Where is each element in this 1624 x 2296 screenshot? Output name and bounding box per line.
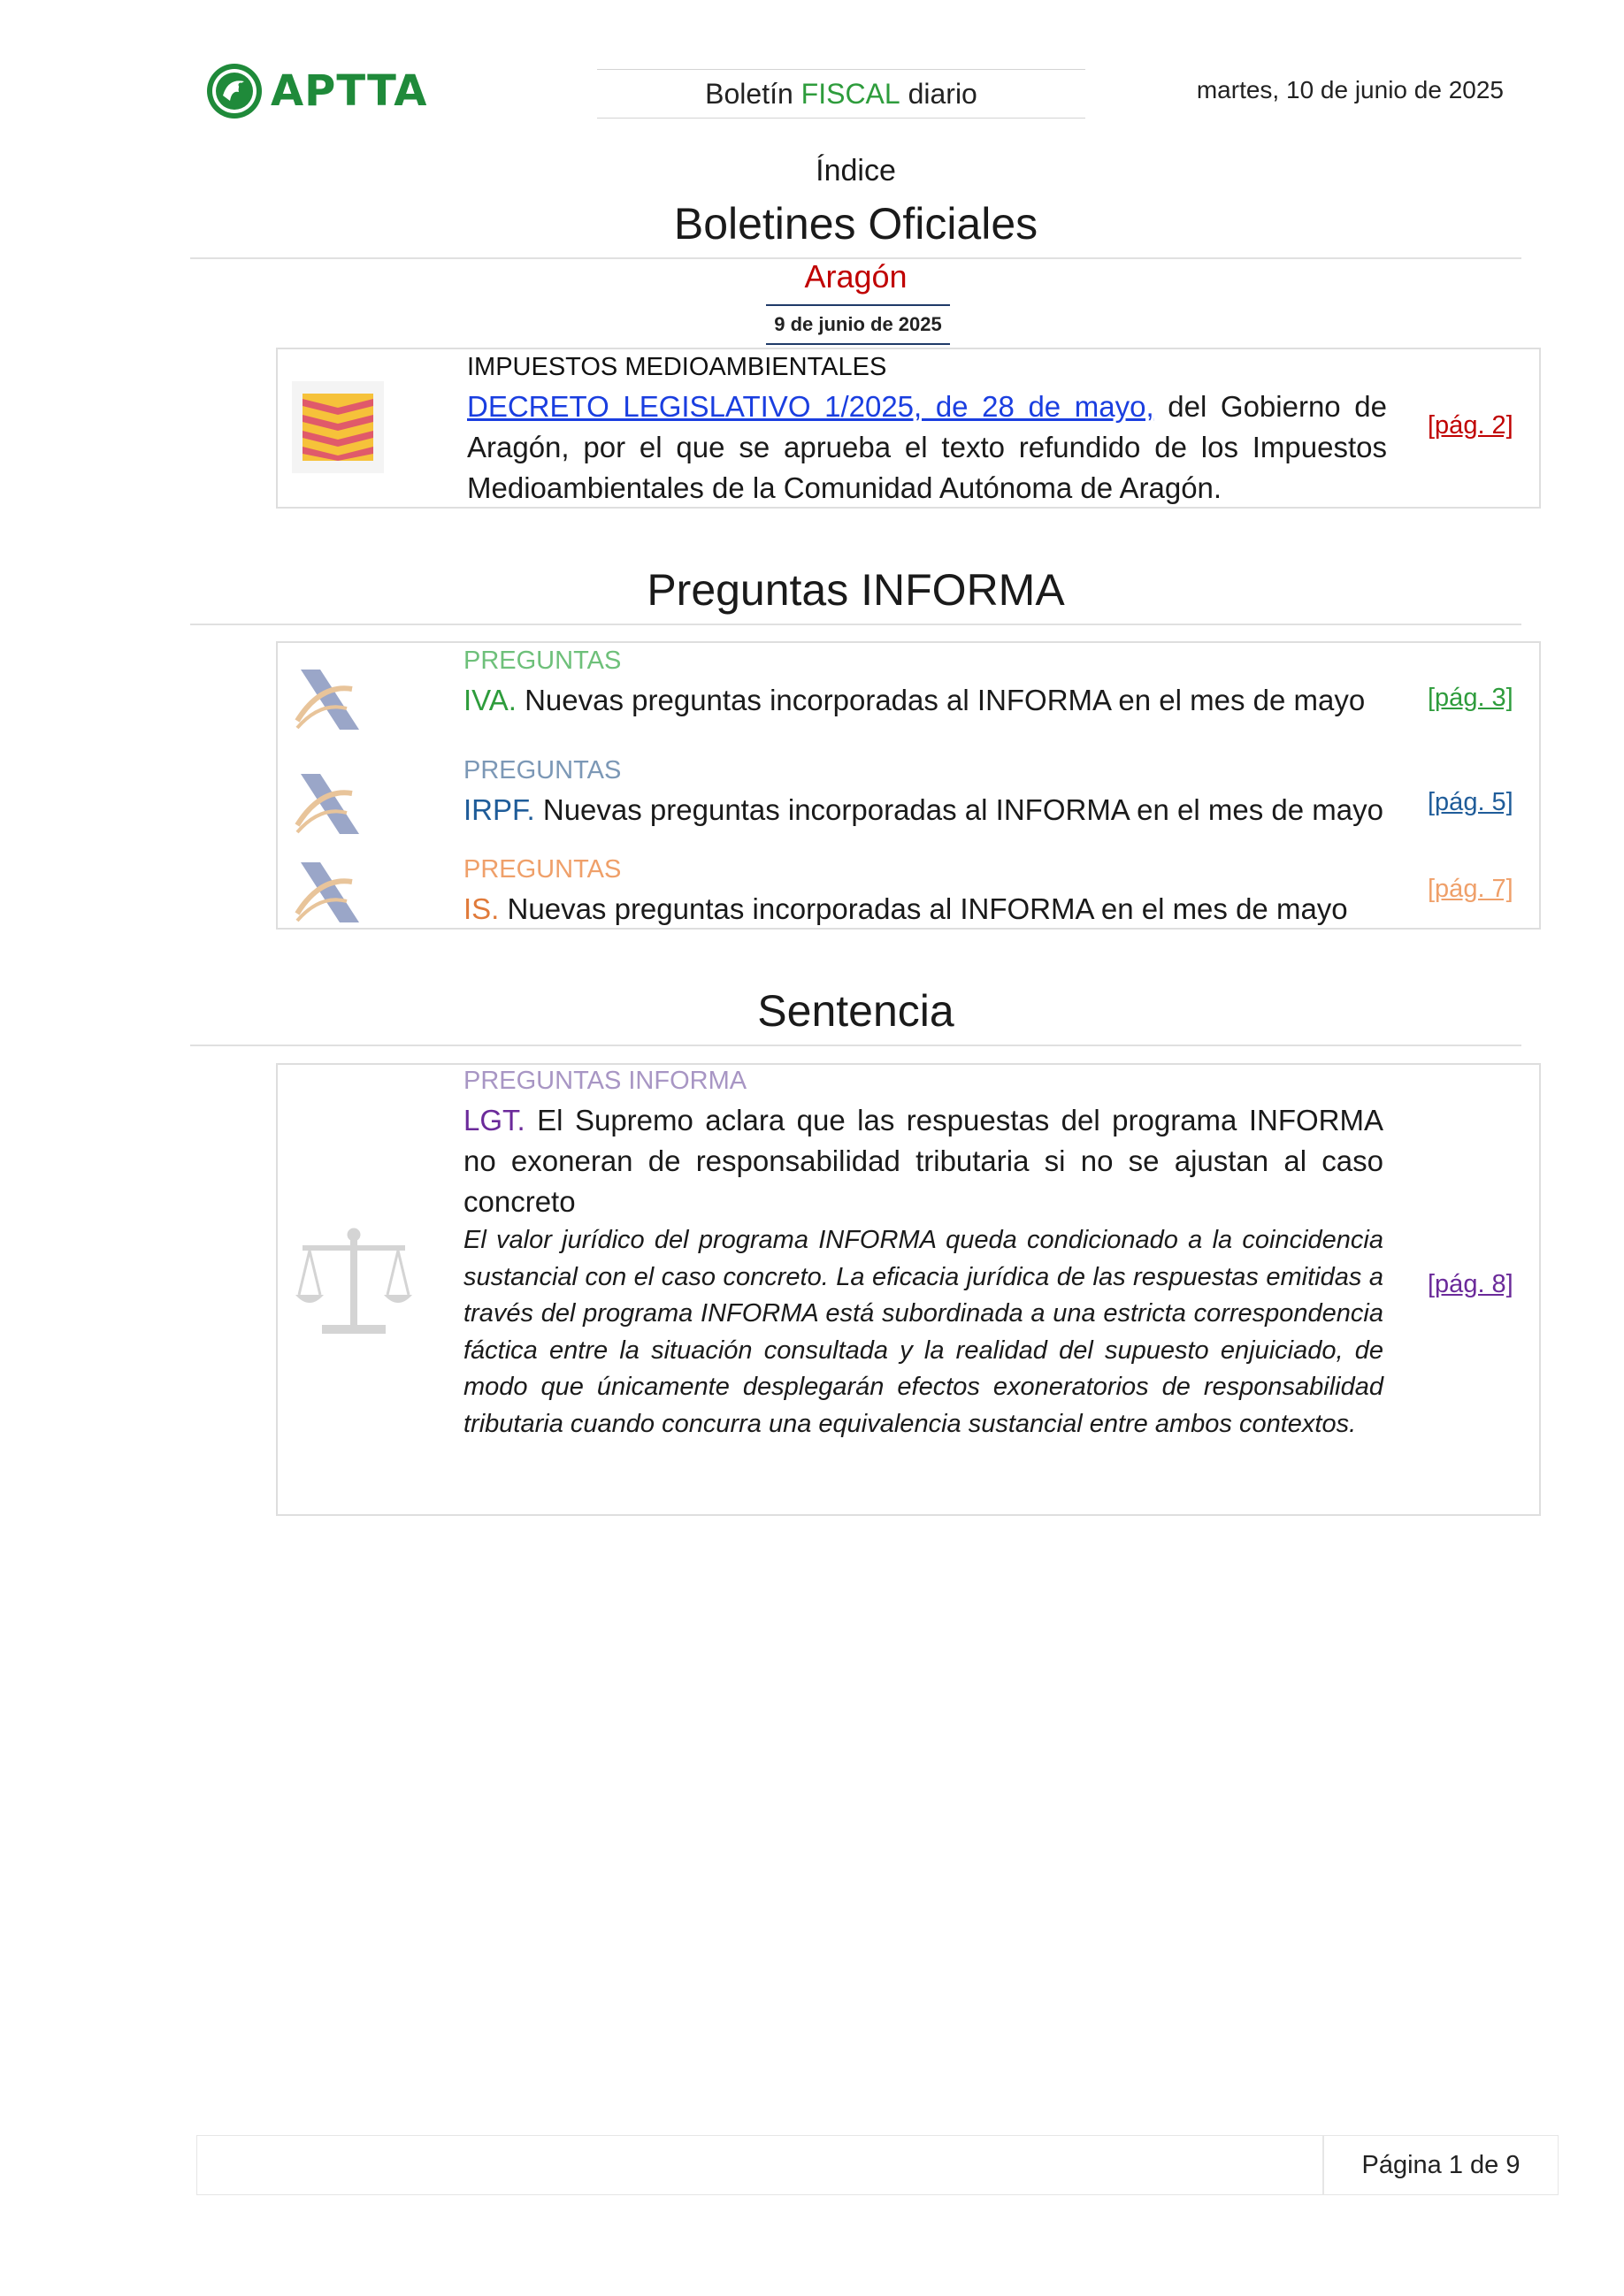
entry-text: El Supremo aclara que las respuestas del programa INFORMA no exoneran de responsabilidad tributaria si no se ajustan al caso concreto [463,1104,1383,1218]
region-title: Aragón [804,258,908,295]
logo-text: APTTA [271,66,428,116]
entry-description [467,386,1387,509]
decree-link[interactable]: DECRETO LEGISLATIVO 1/2025, de 28 de mayo, [467,390,1154,423]
page-ref-link[interactable]: [pág. 2] [1428,411,1513,440]
tax-label-iva: IVA. [463,684,517,716]
section-title-sentencia: Sentencia [757,986,954,1036]
entry-category: PREGUNTAS [463,855,622,884]
publication-date-badge: 9 de junio de 2025 [766,304,950,345]
entry-text: Nuevas preguntas incorporadas al INFORMA en el mes de mayo [534,793,1383,826]
bulletin-title-suffix: diario [900,77,977,110]
page-ref-link[interactable]: [pág. 5] [1428,788,1513,816]
scales-of-justice-icon [295,1224,412,1344]
bulletin-title-prefix: Boletín [705,77,801,110]
entry-summary: El valor jurídico del programa INFORMA queda condicionado a la coincidencia sustancial con el caso concreto. La eficacia jurídica de las respuestas emitidas a través del programa INFORMA está subordinada a una estricta correspondencia fáctica entre la situación consultada y la realidad del supuesto enjuiciado, de modo que únicamente desplegarán efectos exoneratorios de responsabilidad tributaria cuando concurra una equivalencia sustancial entre ambos contextos. [463,1226,1383,1438]
entry-text: Nuevas preguntas incorporadas al INFORMA en el mes de mayo [499,892,1348,925]
section-divider [190,624,1521,625]
aeat-logo-icon [294,859,364,926]
aptta-logo-icon [205,62,264,120]
aptta-logo [205,60,453,122]
page-ref-link[interactable]: [pág. 7] [1428,875,1513,903]
aeat-logo-icon [294,666,364,733]
tax-label-is: IS. [463,892,500,925]
index-label: Índice [816,154,896,188]
aragon-flag-icon [292,381,384,473]
entry-description [463,889,1383,930]
aeat-logo-icon [294,770,364,838]
page-number: Página 1 de 9 [1323,2135,1559,2195]
entry-box-preguntas [276,641,1541,930]
bulletin-title-accent: FISCAL [801,77,900,110]
page-ref-link[interactable]: [pág. 3] [1428,684,1513,712]
header-date: martes, 10 de junio de 2025 [1196,76,1504,103]
entry-category: IMPUESTOS MEDIOAMBIENTALES [467,353,887,381]
entry-description [463,680,1383,721]
entry-text: del Gobierno de Aragón, por el que se aprueba el texto refundido de los Impuestos Medioambientales de la Comunidad Autónoma de Aragón. [467,390,1387,504]
entry-category: PREGUNTAS [463,756,622,784]
entry-category: PREGUNTAS INFORMA [463,1067,747,1095]
entry-text: Nuevas preguntas incorporadas al INFORMA en el mes de mayo [516,684,1366,716]
bulletin-title [597,69,1085,119]
page-ref-link[interactable]: [pág. 8] [1428,1270,1513,1298]
section-title-boletines: Boletines Oficiales [673,199,1038,249]
tax-label-irpf: IRPF. [463,793,535,826]
footer-blank-cell [196,2135,1323,2195]
entry-category: PREGUNTAS [463,647,622,675]
entry-box-aragon [276,348,1541,509]
tax-label-lgt: LGT. [463,1104,525,1137]
entry-description [463,1100,1383,1222]
section-title-preguntas: Preguntas INFORMA [647,565,1065,615]
section-divider [190,1045,1521,1046]
entry-description [463,790,1383,830]
entry-box-sentencia [276,1063,1541,1516]
